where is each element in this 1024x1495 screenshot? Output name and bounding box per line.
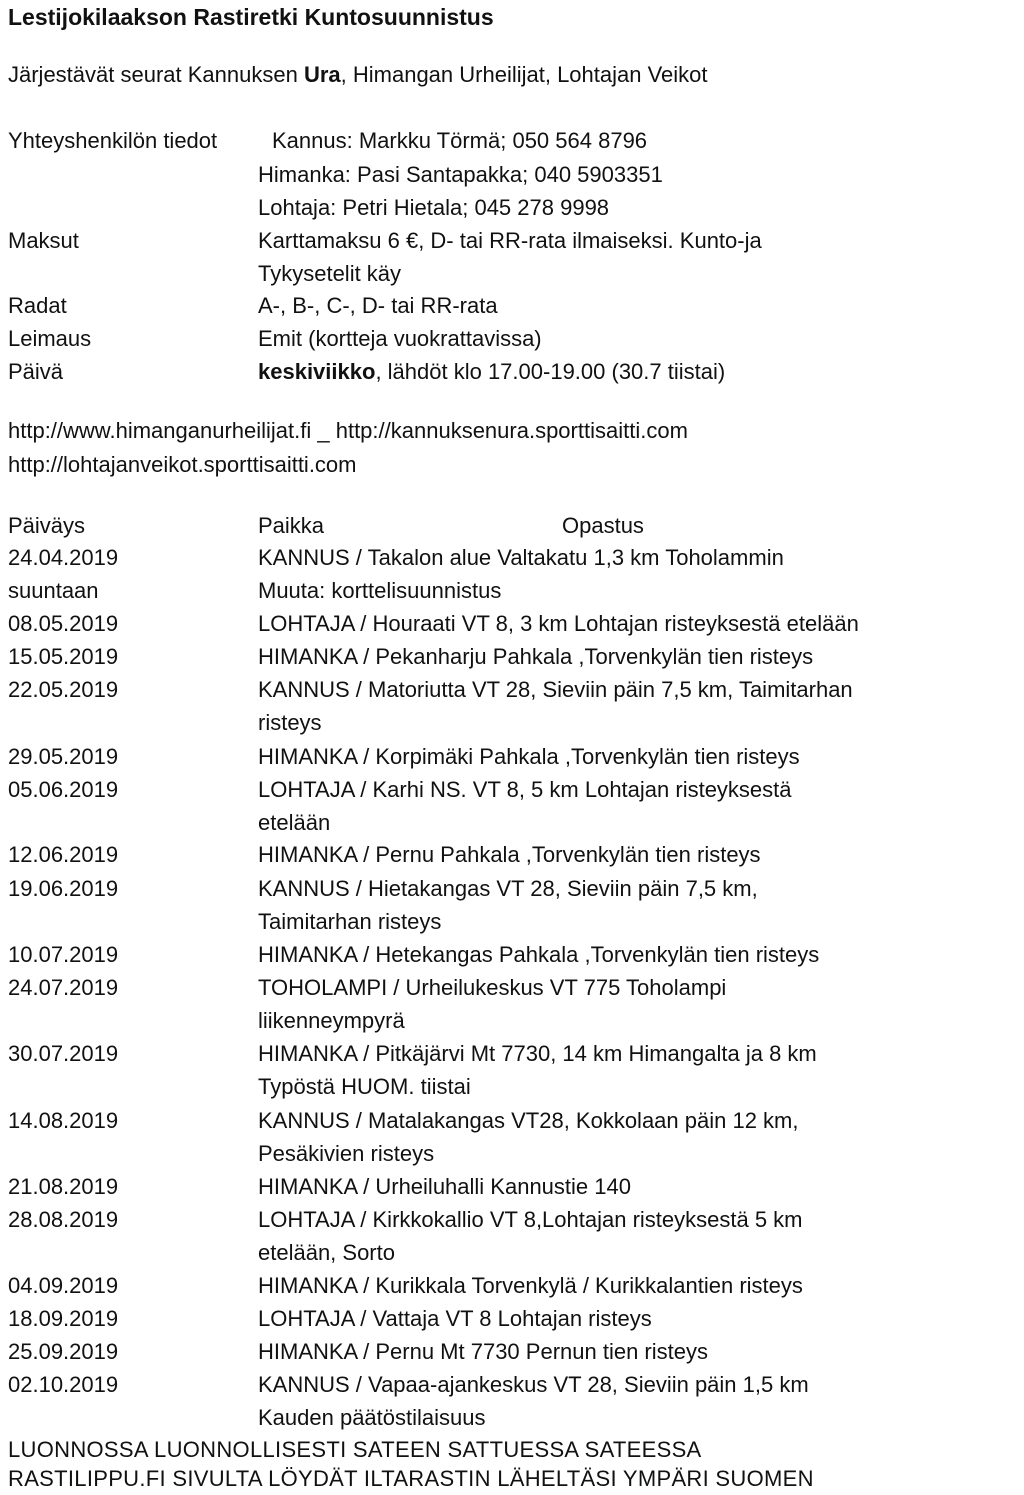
row-date: 05.06.2019 [8, 777, 119, 802]
footer-line-2: RASTILIPPU.FI SIVULTA LÖYDÄT ILTARASTIN LÄHELTÄSI YMPÄRI SUOMEN [8, 1466, 814, 1491]
row-place: KANNUS / Matoriutta VT 28, Sieviin päin 7,5 km, Taimitarhan [258, 677, 853, 702]
row-place: LOHTAJA / Vattaja VT 8 Lohtajan risteys [258, 1306, 652, 1331]
row-place: KANNUS / Vapaa-ajankeskus VT 28, Sieviin päin 1,5 km [258, 1372, 809, 1397]
row-place: risteys [258, 710, 322, 735]
row-date: 08.05.2019 [8, 611, 119, 636]
day-rest: , lähdöt klo 17.00-19.00 (30.7 tiistai) [375, 359, 726, 384]
footer-line-1: LUONNOSSA LUONNOLLISESTI SATEEN SATTUESSA SATEESSA [8, 1437, 702, 1462]
row-place: Pesäkivien risteys [258, 1141, 435, 1166]
contacts-label: Yhteyshenkilön tiedot [8, 128, 218, 153]
row-place: liikenneympyrä [258, 1008, 405, 1033]
row-place: HIMANKA / Korpimäki Pahkala ,Torvenkylän tien risteys [258, 744, 800, 769]
row-date: 21.08.2019 [8, 1174, 119, 1199]
row-date: 25.09.2019 [8, 1339, 119, 1364]
page-title: Lestijokilaakson Rastiretki Kuntosuunnistus [8, 4, 494, 30]
row-place: LOHTAJA / Houraati VT 8, 3 km Lohtajan risteyksestä etelään [258, 611, 859, 636]
row-date: 10.07.2019 [8, 942, 119, 967]
row-place: Kauden päätöstilaisuus [258, 1405, 486, 1430]
row-date: 12.06.2019 [8, 842, 119, 867]
row-place: HIMANKA / Kurikkala Torvenkylä / Kurikkalantien risteys [258, 1273, 803, 1298]
row-place: Typöstä HUOM. tiistai [258, 1074, 471, 1099]
row-date: 28.08.2019 [8, 1207, 119, 1232]
punching-value: Emit (kortteja vuokrattavissa) [258, 326, 542, 351]
row-date: 14.08.2019 [8, 1108, 119, 1133]
row-place: LOHTAJA / Kirkkokallio VT 8,Lohtajan risteyksestä 5 km [258, 1207, 803, 1232]
fees-label: Maksut [8, 228, 79, 253]
row-place: Taimitarhan risteys [258, 909, 442, 934]
organizers-bold: Ura [303, 62, 341, 87]
links-line-1[interactable]: http://www.himanganurheilijat.fi _ http://kannuksenura.sporttisaitti.com [8, 418, 688, 443]
col-header-guide: Opastus [562, 513, 644, 538]
row-place: HIMANKA / Hetekangas Pahkala ,Torvenkylän tien risteys [258, 942, 820, 967]
row-date: 30.07.2019 [8, 1041, 119, 1066]
row-place: HIMANKA / Pitkäjärvi Mt 7730, 14 km Himangalta ja 8 km [258, 1041, 817, 1066]
row-date: 22.05.2019 [8, 677, 119, 702]
links-line-2[interactable]: http://lohtajanveikot.sporttisaitti.com [8, 452, 357, 477]
organizers-rest: , Himangan Urheilijat, Lohtajan Veikot [340, 62, 708, 87]
row-place: etelään, Sorto [258, 1240, 395, 1265]
row-date: 19.06.2019 [8, 876, 119, 901]
organizers-intro: Järjestävät seurat Kannuksen [8, 62, 304, 87]
row-date: 15.05.2019 [8, 644, 119, 669]
row-place: Muuta: korttelisuunnistus [258, 578, 502, 603]
row-date: 02.10.2019 [8, 1372, 119, 1397]
row-date: 24.04.2019 [8, 545, 119, 570]
row-place: LOHTAJA / Karhi NS. VT 8, 5 km Lohtajan risteyksestä [258, 777, 792, 802]
contact-himanka: Himanka: Pasi Santapakka; 040 5903351 [258, 162, 663, 187]
courses-label: Radat [8, 293, 67, 318]
col-header-date: Päiväys [8, 513, 86, 538]
day-bold: keskiviikko [258, 359, 376, 384]
fees-value-2: Tykysetelit käy [258, 261, 402, 286]
row-place: HIMANKA / Pekanharju Pahkala ,Torvenkylän tien risteys [258, 644, 814, 669]
row-date: suuntaan [8, 578, 99, 603]
day-label: Päivä [8, 359, 64, 384]
row-place: KANNUS / Matalakangas VT28, Kokkolaan päin 12 km, [258, 1108, 799, 1133]
row-place: KANNUS / Takalon alue Valtakatu 1,3 km Toholammin [258, 545, 784, 570]
day-value [258, 355, 725, 388]
courses-value: A-, B-, C-, D- tai RR-rata [258, 293, 498, 318]
row-place: etelään [258, 810, 331, 835]
punching-label: Leimaus [8, 326, 92, 351]
contact-kannus: Kannus: Markku Törmä; 050 564 8796 [272, 128, 648, 153]
row-place: HIMANKA / Urheiluhalli Kannustie 140 [258, 1174, 631, 1199]
contact-lohtaja: Lohtaja: Petri Hietala; 045 278 9998 [258, 195, 610, 220]
row-date: 04.09.2019 [8, 1273, 119, 1298]
row-date: 24.07.2019 [8, 975, 119, 1000]
fees-value-1: Karttamaksu 6 €, D- tai RR-rata ilmaiseksi. Kunto-ja [258, 228, 762, 253]
row-place: TOHOLAMPI / Urheilukeskus VT 775 Toholampi [258, 975, 727, 1000]
organizers-line [8, 58, 708, 91]
row-date: 29.05.2019 [8, 744, 119, 769]
row-place: HIMANKA / Pernu Pahkala ,Torvenkylän tien risteys [258, 842, 761, 867]
row-date: 18.09.2019 [8, 1306, 119, 1331]
col-header-place: Paikka [258, 513, 325, 538]
row-place: KANNUS / Hietakangas VT 28, Sieviin päin 7,5 km, [258, 876, 758, 901]
row-place: HIMANKA / Pernu Mt 7730 Pernun tien risteys [258, 1339, 708, 1364]
